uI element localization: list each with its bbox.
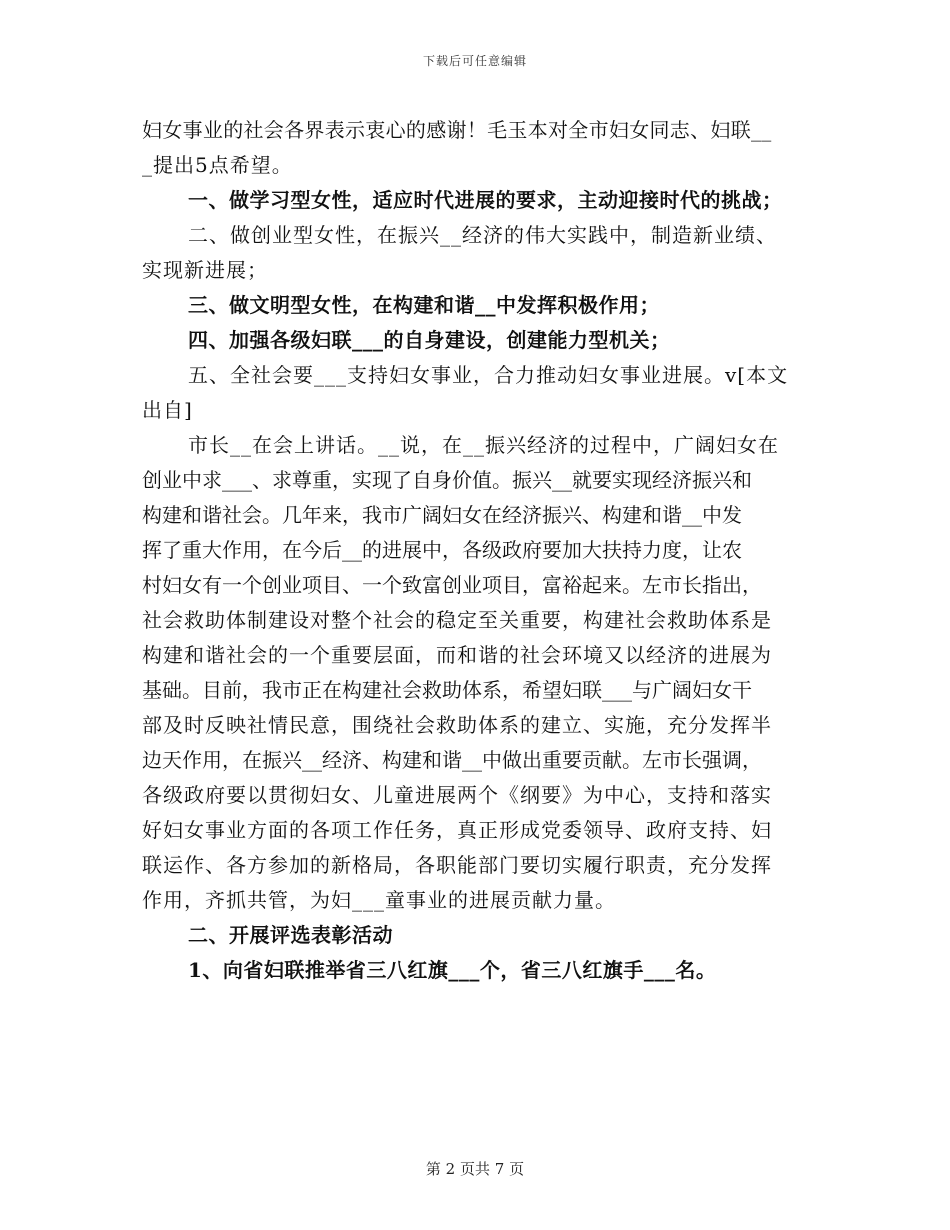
bold-heading-line: 1、向省妇联推举省三八红旗___个，省三八红旗手___名。 xyxy=(188,958,717,982)
body-line: 创业中求___、求尊重，实现了自身价值。振兴__就要实现经济振兴和 xyxy=(142,468,752,492)
body-line: 挥了重大作用，在今后__的进展中，各级政府要加大扶持力度，让农 xyxy=(142,538,742,562)
body-line: 出自] xyxy=(142,398,193,422)
body-line: 市长__在会上讲话。__说，在__振兴经济的过程中，广阔妇女在 xyxy=(188,433,779,457)
section-heading: 二、开展评选表彰活动 xyxy=(188,923,393,947)
body-line: 好妇女事业方面的各项工作任务，真正形成党委领导、政府支持、妇 xyxy=(142,818,772,842)
body-line: 部及时反映社情民意，围绕社会救助体系的建立、实施，充分发挥半 xyxy=(142,713,772,737)
body-line: 实现新进展； xyxy=(142,258,268,282)
body-line: 边天作用，在振兴__经济、构建和谐__中做出重要贡献。左市长强调， xyxy=(142,748,762,772)
body-line: 作用，齐抓共管，为妇___童事业的进展贡献力量。 xyxy=(142,888,616,912)
body-line: 联运作、各方参加的新格局，各职能部门要切实履行职责，充分发挥 xyxy=(142,853,772,877)
body-line: 各级政府要以贯彻妇女、儿童进展两个《纲要》为中心，支持和落实 xyxy=(142,783,772,807)
body-line: 构建和谐社会。几年来，我市广阔妇女在经济振兴、构建和谐__中发 xyxy=(142,503,742,527)
bold-heading-line: 四、加强各级妇联___的自身建设，创建能力型机关； xyxy=(188,328,671,352)
body-line: 基础。目前，我市正在构建社会救助体系，希望妇联___与广阔妇女干 xyxy=(142,678,752,702)
body-line: 二、做创业型女性，在振兴__经济的伟大实践中，制造新业绩、 xyxy=(188,223,777,247)
bold-heading-line: 一、做学习型女性，适应时代进展的要求，主动迎接时代的挑战； xyxy=(188,188,783,212)
document-body xyxy=(142,113,814,988)
page-header: 下载后可任意编辑 xyxy=(422,54,527,68)
bold-heading-line: 三、做文明型女性，在构建和谐__中发挥积极作用； xyxy=(188,293,660,317)
page-number: 第 2 页共 7 页 xyxy=(425,1160,525,1178)
body-line: _提出5点希望。 xyxy=(142,153,293,177)
body-line: 妇女事业的社会各界表示衷心的感谢！毛玉本对全市妇女同志、妇联__ xyxy=(142,118,772,142)
body-line: 构建和谐社会的一个重要层面，而和谐的社会环境又以经济的进展为 xyxy=(142,643,772,667)
body-line: 村妇女有一个创业项目、一个致富创业项目，富裕起来。左市长指出， xyxy=(142,573,762,597)
body-line: 五、全社会要___支持妇女事业，合力推动妇女事业进展。v[本文 xyxy=(188,363,789,387)
body-line: 社会救助体制建设对整个社会的稳定至关重要，构建社会救助体系是 xyxy=(142,608,772,632)
